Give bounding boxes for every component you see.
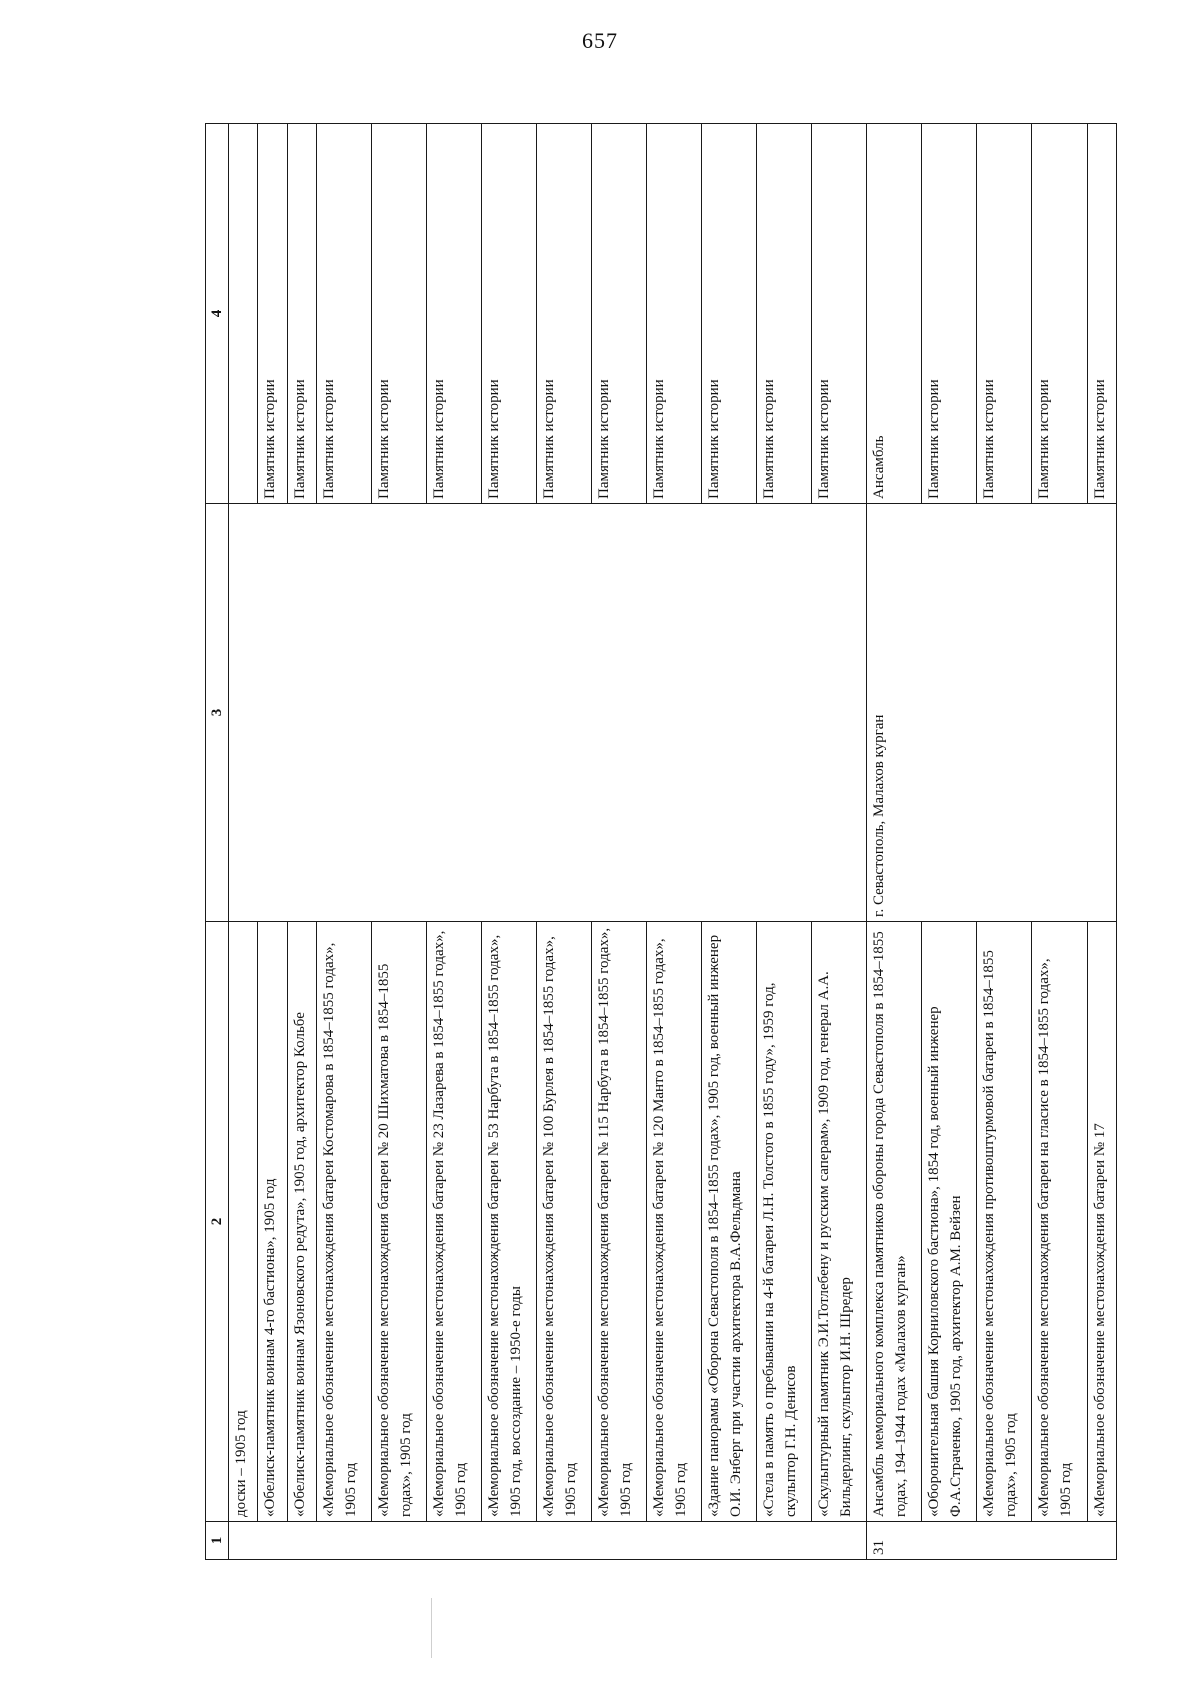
table-row	[229, 124, 258, 1560]
cell-category: Памятник истории	[537, 124, 592, 504]
column-header-2: 2	[206, 922, 229, 1522]
cell-object-name: «Мемориальное обозначение местонахождения батареи № 115 Нарбута в 1854–1855 годах», 1905 год	[592, 922, 647, 1522]
page-number: 657	[582, 28, 618, 53]
cell-category: Памятник истории	[922, 124, 977, 504]
cell-category: Памятник истории	[371, 124, 426, 504]
cell-object-name: «Стела в память о пребывании на 4-й батареи Л.Н. Толстого в 1855 году», 1959 год, скульптор Г.Н. Денисов	[757, 922, 812, 1522]
cell-object-name: «Мемориальное обозначение местонахождения батареи № 20 Шихматова в 1854–1855 годах», 1905 год	[371, 922, 426, 1522]
cell-category: Памятник истории	[757, 124, 812, 504]
cell-object-name: «Мемориальное обозначение местонахождения батареи № 17	[1087, 922, 1117, 1522]
cell-category: Памятник истории	[702, 124, 757, 504]
column-header-4: 4	[206, 124, 229, 504]
cell-category: Памятник истории	[287, 124, 316, 504]
cell-category: Ансамбль	[867, 124, 922, 504]
column-header-3: 3	[206, 504, 229, 922]
cell-category: Памятник истории	[592, 124, 647, 504]
cell-object-name: «Оборонительная башня Корниловского бастиона», 1854 год, военный инженер Ф.А.Страченко, 1905 год, архитектор А.М. Вейзен	[922, 922, 977, 1522]
cell-object-name: «Мемориальное обозначение местонахождения батареи № 23 Лазарева в 1854–1855 годах», 1905 год	[426, 922, 481, 1522]
cell-object-name: «Здание панорамы «Оборона Севастополя в 1854–1855 годах», 1905 год, военный инженер О.И. Энберг при участии архитектора В.А.Фельдмана	[702, 922, 757, 1522]
cell-category: Памятник истории	[977, 124, 1032, 504]
cell-object-name: «Мемориальное обозначение местонахождения батареи на гласисе в 1854–1855 годах», 1905 год	[1032, 922, 1087, 1522]
cell-category: Памятник истории	[812, 124, 867, 504]
cell-category: Памятник истории	[647, 124, 702, 504]
cell-object-name: «Мемориальное обозначение местонахождения батареи № 100 Бурлея в 1854–1855 годах», 1905 год	[537, 922, 592, 1522]
cell-object-name: «Обелиск-памятник воинам 4-го бастиона», 1905 год	[258, 922, 287, 1522]
cell-object-name: «Скульптурный памятник Э.И.Тотлебену и русским саперам», 1909 год, генерал А.А. Бильдерлинг, скульптор И.Н. Шредер	[812, 922, 867, 1522]
cell-number	[229, 1522, 867, 1560]
cell-category: Памятник истории	[481, 124, 536, 504]
heritage-registry-table	[205, 123, 1117, 1560]
cell-category	[229, 124, 258, 504]
column-header-1: 1	[206, 1522, 229, 1560]
cell-object-name: «Мемориальное обозначение местонахождения батареи Костомарова в 1854–1855 годах», 1905 год	[316, 922, 371, 1522]
cell-object-name: «Мемориальное обозначение местонахождения батареи № 120 Манто в 1854–1855 годах», 1905 год	[647, 922, 702, 1522]
cell-category: Памятник истории	[1032, 124, 1087, 504]
cell-category: Памятник истории	[258, 124, 287, 504]
table-rotated-container	[205, 124, 1117, 1560]
cell-category: Памятник истории	[316, 124, 371, 504]
cell-category: Памятник истории	[1087, 124, 1117, 504]
cell-object-name: доски – 1905 год	[229, 922, 258, 1522]
table-row	[867, 124, 922, 1560]
cell-object-name: «Мемориальное обозначение местонахождения противоштурмовой батареи в 1854–1855 годах», 1905 год	[977, 922, 1032, 1522]
scan-artifact-line	[431, 1598, 432, 1658]
cell-object-name: «Обелиск-памятник воинам Язоновского редута», 1905 год, архитектор Кольбе	[287, 922, 316, 1522]
cell-location: г. Севастополь, Малахов курган	[867, 504, 1117, 922]
table-body	[229, 124, 1117, 1560]
cell-category: Памятник истории	[426, 124, 481, 504]
cell-number: 31	[867, 1522, 1117, 1560]
cell-location	[229, 504, 867, 922]
table-header-row	[206, 124, 229, 1560]
cell-object-name: «Мемориальное обозначение местонахождения батареи № 53 Нарбута в 1854–1855 годах», 1905 год, воссоздание – 1950-е годы	[481, 922, 536, 1522]
cell-object-name: Ансамбль мемориального комплекса памятников обороны города Севастополя в 1854–1855 годах, 194–1944 годах «Малахов курган»	[867, 922, 922, 1522]
